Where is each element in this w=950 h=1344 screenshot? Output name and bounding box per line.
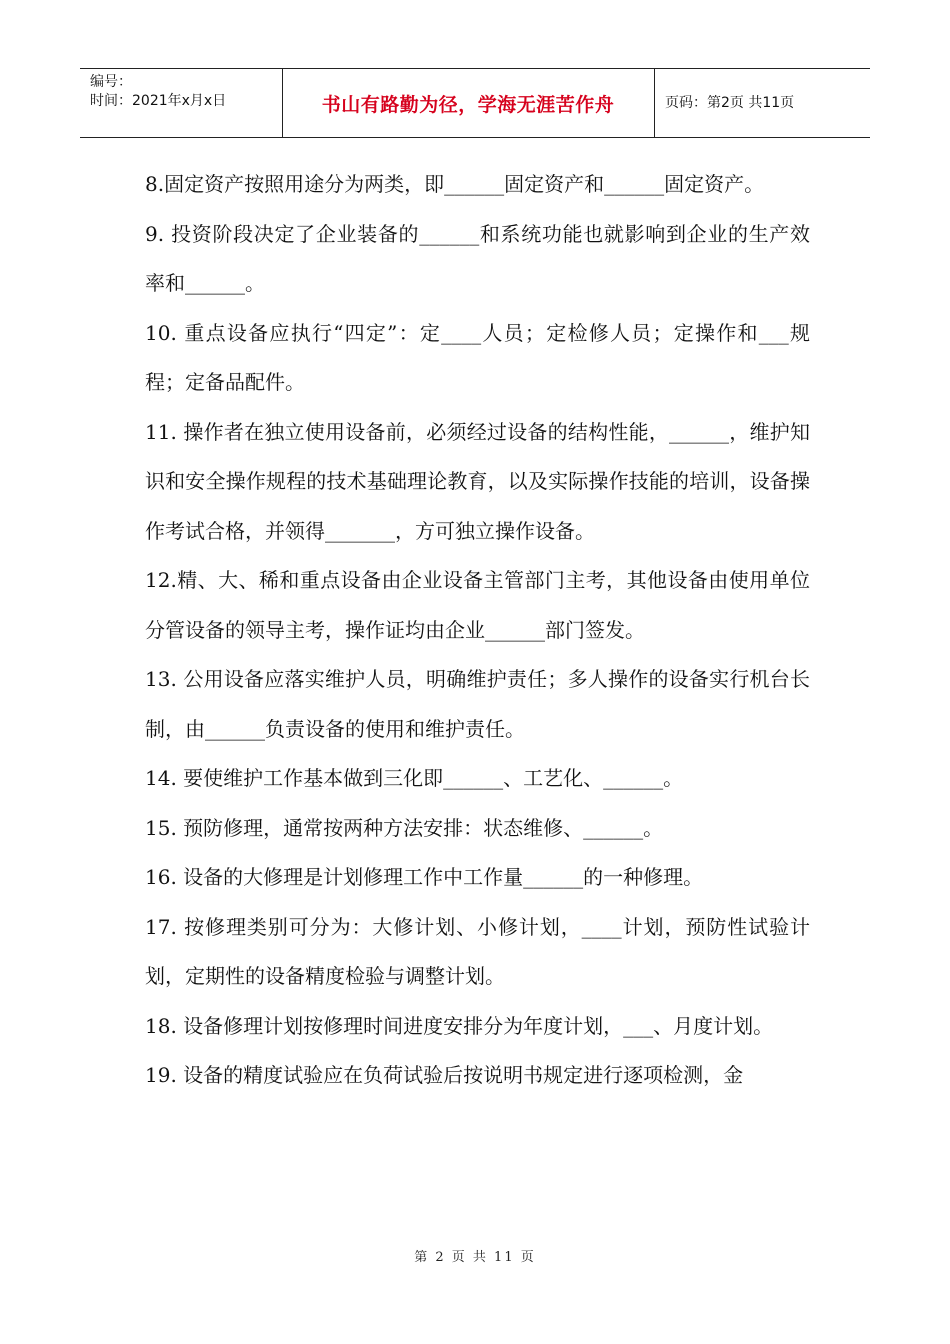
header-motto-cell [282, 69, 655, 137]
question-11: 11. 操作者在独立使用设备前，必须经过设备的结构性能，______，维护知识和安全操作规程的技术基础理论教育，以及实际操作技能的培训，设备操作考试合格，并领得_______，方可独立操作设备。 [145, 419, 810, 543]
question-8: 8.固定资产按照用途分为两类，即______固定资产和______固定资产。 [145, 172, 765, 196]
page-header [80, 68, 870, 138]
document-date: 时间：2021年x月x日 [90, 93, 227, 109]
question-16: 16. 设备的大修理是计划修理工作中工作量______的一种修理。 [145, 865, 704, 889]
question-14: 14. 要使维护工作基本做到三化即______、工艺化、______。 [145, 766, 684, 790]
question-9: 9. 投资阶段决定了企业装备的______和系统功能也就影响到企业的生产效率和______。 [145, 221, 810, 295]
question-10: 10. 重点设备应执行“四定”：定____人员；定检修人员；定操作和___规程；定备品配件。 [145, 320, 810, 394]
header-page-number: 页码：第2页 共11页 [665, 95, 795, 111]
header-page-cell [655, 69, 870, 137]
document-code: 编号： [90, 74, 132, 90]
question-19: 19. 设备的精度试验应在负荷试验后按说明书规定进行逐项检测，金 [145, 1063, 744, 1087]
question-18: 18. 设备修理计划按修理时间进度安排分为年度计划，___、月度计划。 [145, 1013, 774, 1038]
document-body [145, 160, 810, 1101]
page-footer: 第 2 页 共 11 页 [414, 1250, 536, 1265]
question-17: 17. 按修理类别可分为：大修计划、小修计划，____计划，预防性试验计划，定期性的设备精度检验与调整计划。 [145, 914, 810, 988]
question-15: 15. 预防修理，通常按两种方法安排：状态维修、______。 [145, 815, 664, 840]
header-info-cell [80, 69, 283, 137]
question-12: 12.精、大、稀和重点设备由企业设备主管部门主考，其他设备由使用单位分管设备的领导主考，操作证均由企业______部门签发。 [145, 568, 810, 642]
question-13: 13. 公用设备应落实维护人员，明确维护责任；多人操作的设备实行机台长制，由______负责设备的使用和维护责任。 [145, 667, 810, 741]
motto: 书山有路勤为径，学海无涯苦作舟 [321, 93, 615, 116]
